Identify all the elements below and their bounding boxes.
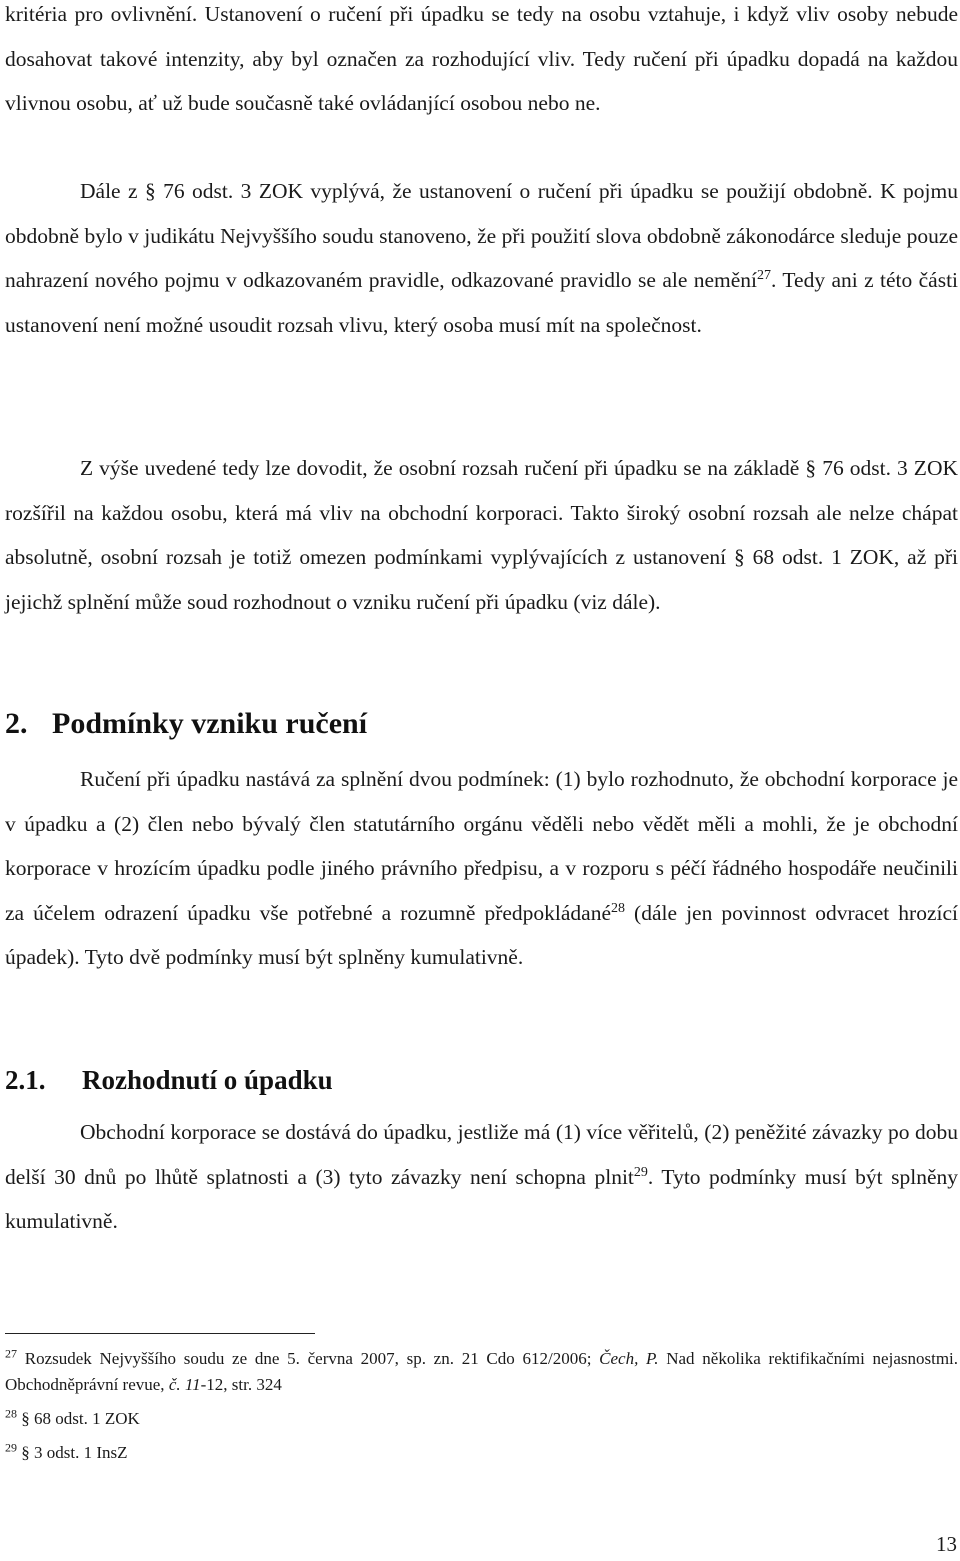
footnote-ref-29[interactable]: 29 xyxy=(633,1164,648,1180)
section-number: 2.1. xyxy=(5,1065,46,1095)
footnote-27 xyxy=(5,1346,958,1398)
paragraph-text: . Tyto podmínky musí být splněny kumulativně. xyxy=(5,1164,958,1233)
paragraph-upadek xyxy=(5,1110,958,1244)
footnote-text: § 3 odst. 1 InsZ xyxy=(21,1443,128,1462)
paragraph-vlivna-osoba xyxy=(5,0,958,126)
footnote-number: 28 xyxy=(5,1406,17,1421)
paragraph-text: kritéria pro ovlivnění. Ustanovení o ručení při úpadku se tedy na osobu vztahuje, i když vliv osoby nebude dosahovat takové intenzity, aby byl označen za rozhodující vliv. Tedy ručení při úpadku dopadá na každou vlivnou osobu, ať už bude současně také ovládanjící osobou nebo ne. xyxy=(5,2,958,115)
footnotes xyxy=(5,1333,958,1466)
page-number: 13 xyxy=(936,1532,957,1556)
footnote-number: 29 xyxy=(5,1440,17,1455)
paragraph-text: Z výše uvedené tedy lze dovodit, že osobní rozsah ručení při úpadku se na základě § 76 odst. 3 ZOK rozšířil na každou osobu, která má vliv na obchodní korporaci. Takto široký osobní rozsah ale nelze chápat absolutně, osobní rozsah je totiž omezen podmínkami vyplývajících z ustanovení § 68 odst. 1 ZOK, až při jejichž splnění může soud rozhodnout o vzniku ručení při úpadku (viz dále). xyxy=(5,456,958,614)
footnote-text: Nad několika rektifikačními nejasnostmi. Obchodněprávní revue, xyxy=(5,1349,959,1394)
section-title: Rozhodnutí o úpadku xyxy=(82,1065,333,1095)
section-heading-2 xyxy=(5,702,367,746)
footnote-author: Čech, P. xyxy=(599,1349,659,1368)
paragraph-obdobne xyxy=(5,169,958,347)
footnote-text: § 68 odst. 1 ZOK xyxy=(21,1409,140,1428)
section-number: 2. xyxy=(5,707,28,740)
paragraph-text: Obchodní korporace se dostává do úpadku, jestliže má (1) více věřitelů, (2) peněžité závazky po dobu delší 30 dnů po lhůtě splatnosti a (3) tyto závazky není schopna plnit xyxy=(5,1120,958,1189)
paragraph-text: (dále jen povinnost odvracet hrozící úpadek). Tyto dvě podmínky musí být splněny kumulativně. xyxy=(5,900,958,969)
footnote-ref-28[interactable]: 28 xyxy=(611,900,626,916)
paragraph-text: Dále z § 76 odst. 3 ZOK vyplývá, že ustanovení o ručení při úpadku se použijí obdobně. K pojmu obdobně bylo v judikátu Nejvyššího soudu stanoveno, že při použití slova obdobně zákonodárce sleduje pouze nahrazení nového pojmu v odkazovaném pravidle, odkazované pravidlo se ale nemění xyxy=(5,179,958,292)
footnote-number: 27 xyxy=(5,1346,17,1361)
footnote-29 xyxy=(5,1440,958,1466)
footnote-separator xyxy=(5,1333,315,1334)
footnote-text: -12, str. 324 xyxy=(200,1375,282,1394)
footnote-ref-27[interactable]: 27 xyxy=(757,267,772,283)
paragraph-text: Ručení při úpadku nastává za splnění dvou podmínek: (1) bylo rozhodnuto, že obchodní korporace je v úpadku a (2) člen nebo bývalý člen statutárního orgánu věděli nebo vědět měli a mohli, že je obchodní korporace v hrozícím úpadku podle jiného právního předpisu, a v rozporu s péčí řádného hospodáře neučinili za účelem odrazení úpadku vše potřebné a rozumně předpokládané xyxy=(5,767,958,925)
paragraph-podminky xyxy=(5,757,958,980)
footnote-text: Rozsudek Nejvyššího soudu ze dne 5. června 2007, sp. zn. 21 Cdo 612/2006; xyxy=(24,1349,600,1368)
footnote-issue: č. 11 xyxy=(168,1375,201,1394)
footnote-28 xyxy=(5,1406,958,1432)
paragraph-text: . Tedy ani z této části ustanovení není možné usoudit rozsah vlivu, který osoba musí mít na společnost. xyxy=(5,268,959,337)
section-title: Podmínky vzniku ručení xyxy=(52,707,368,740)
section-heading-2-1 xyxy=(5,1058,333,1102)
paragraph-osobni-rozsah xyxy=(5,446,958,624)
